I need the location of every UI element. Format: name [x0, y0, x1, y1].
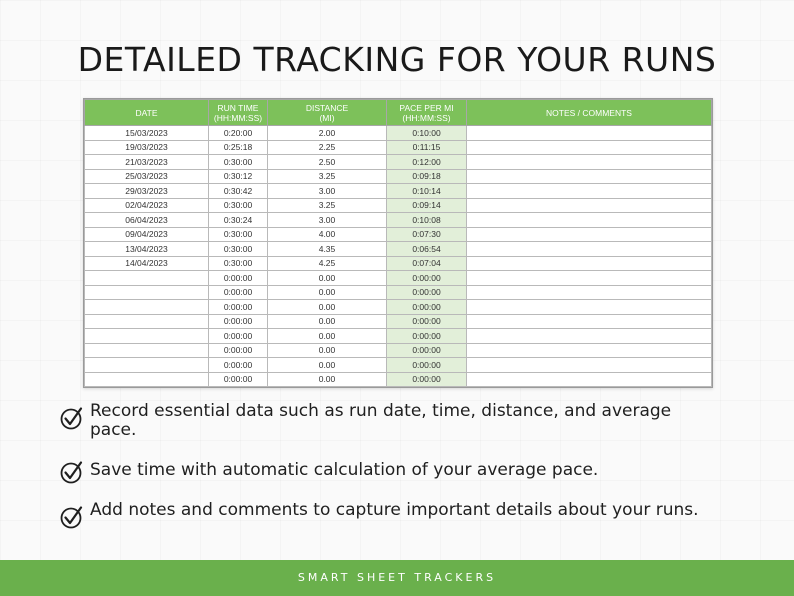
run-time-cell[interactable]: 0:00:00	[209, 300, 268, 315]
notes-cell[interactable]	[467, 155, 712, 170]
notes-cell[interactable]	[467, 372, 712, 387]
distance-cell[interactable]: 0.00	[268, 329, 387, 344]
run-time-cell[interactable]: 0:30:12	[209, 169, 268, 184]
pace-cell[interactable]: 0:00:00	[387, 329, 467, 344]
distance-cell[interactable]: 3.00	[268, 213, 387, 228]
pace-cell[interactable]: 0:00:00	[387, 343, 467, 358]
date-cell[interactable]: 02/04/2023	[85, 198, 209, 213]
feature-text: Add notes and comments to capture important details about your runs.	[90, 500, 699, 520]
pace-cell[interactable]: 0:06:54	[387, 242, 467, 257]
run-time-cell[interactable]: 0:00:00	[209, 314, 268, 329]
notes-cell[interactable]	[467, 227, 712, 242]
distance-cell[interactable]: 0.00	[268, 285, 387, 300]
table-row	[85, 358, 712, 373]
table-row	[85, 126, 712, 141]
pace-cell[interactable]: 0:10:08	[387, 213, 467, 228]
date-cell[interactable]	[85, 358, 209, 373]
notes-cell[interactable]	[467, 126, 712, 141]
table-row	[85, 343, 712, 358]
date-cell[interactable]: 25/03/2023	[85, 169, 209, 184]
pace-cell[interactable]: 0:07:04	[387, 256, 467, 271]
table-row	[85, 140, 712, 155]
distance-cell[interactable]: 0.00	[268, 343, 387, 358]
notes-cell[interactable]	[467, 271, 712, 286]
date-cell[interactable]: 09/04/2023	[85, 227, 209, 242]
table-row	[85, 184, 712, 199]
checkmark-icon	[60, 505, 84, 529]
distance-cell[interactable]: 2.50	[268, 155, 387, 170]
date-cell[interactable]: 29/03/2023	[85, 184, 209, 199]
notes-cell[interactable]	[467, 343, 712, 358]
table-row	[85, 198, 712, 213]
pace-cell[interactable]: 0:09:14	[387, 198, 467, 213]
notes-cell[interactable]	[467, 242, 712, 257]
distance-cell[interactable]: 0.00	[268, 314, 387, 329]
distance-cell[interactable]: 0.00	[268, 300, 387, 315]
date-cell[interactable]	[85, 271, 209, 286]
distance-cell[interactable]: 4.35	[268, 242, 387, 257]
date-cell[interactable]: 19/03/2023	[85, 140, 209, 155]
notes-cell[interactable]	[467, 256, 712, 271]
pace-cell[interactable]: 0:00:00	[387, 271, 467, 286]
column-header-distance: DISTANCE (MI)	[268, 100, 387, 126]
run-time-cell[interactable]: 0:30:42	[209, 184, 268, 199]
run-time-cell[interactable]: 0:30:00	[209, 155, 268, 170]
feature-text: Record essential data such as run date, time, distance, and average pace.	[90, 401, 672, 440]
notes-cell[interactable]	[467, 285, 712, 300]
table-row	[85, 372, 712, 387]
date-cell[interactable]	[85, 285, 209, 300]
distance-cell[interactable]: 0.00	[268, 358, 387, 373]
notes-cell[interactable]	[467, 140, 712, 155]
checkmark-icon	[60, 460, 84, 484]
notes-cell[interactable]	[467, 329, 712, 344]
run-time-cell[interactable]: 0:00:00	[209, 329, 268, 344]
run-time-cell[interactable]: 0:25:18	[209, 140, 268, 155]
pace-cell[interactable]: 0:09:18	[387, 169, 467, 184]
distance-cell[interactable]: 4.00	[268, 227, 387, 242]
notes-cell[interactable]	[467, 358, 712, 373]
notes-cell[interactable]	[467, 169, 712, 184]
page-headline: DETAILED TRACKING FOR YOUR RUNS	[77, 40, 717, 79]
spreadsheet-preview	[83, 98, 713, 388]
notes-cell[interactable]	[467, 314, 712, 329]
pace-cell[interactable]: 0:00:00	[387, 314, 467, 329]
date-cell[interactable]	[85, 372, 209, 387]
column-header-date: DATE	[85, 100, 209, 126]
distance-cell[interactable]: 2.25	[268, 140, 387, 155]
distance-cell[interactable]: 3.00	[268, 184, 387, 199]
pace-cell[interactable]: 0:00:00	[387, 372, 467, 387]
run-time-cell[interactable]: 0:30:00	[209, 242, 268, 257]
table-row	[85, 285, 712, 300]
run-time-cell[interactable]: 0:30:00	[209, 227, 268, 242]
distance-cell[interactable]: 2.00	[268, 126, 387, 141]
pace-cell[interactable]: 0:12:00	[387, 155, 467, 170]
table-row	[85, 271, 712, 286]
run-time-cell[interactable]: 0:20:00	[209, 126, 268, 141]
notes-cell[interactable]	[467, 184, 712, 199]
feature-text: Save time with automatic calculation of your average pace.	[90, 460, 599, 480]
table-row	[85, 314, 712, 329]
distance-cell[interactable]: 0.00	[268, 372, 387, 387]
checkmark-icon	[60, 406, 84, 430]
date-cell[interactable]	[85, 314, 209, 329]
date-cell[interactable]: 21/03/2023	[85, 155, 209, 170]
date-cell[interactable]: 06/04/2023	[85, 213, 209, 228]
column-header-notes: NOTES / COMMENTS	[467, 100, 712, 126]
date-cell[interactable]: 14/04/2023	[85, 256, 209, 271]
pace-cell[interactable]: 0:10:14	[387, 184, 467, 199]
run-time-cell[interactable]: 0:30:00	[209, 198, 268, 213]
pace-cell[interactable]: 0:00:00	[387, 300, 467, 315]
notes-cell[interactable]	[467, 213, 712, 228]
brand-footer: SMART SHEET TRACKERS	[0, 560, 794, 596]
pace-cell[interactable]: 0:11:15	[387, 140, 467, 155]
run-time-cell[interactable]: 0:30:24	[209, 213, 268, 228]
table-row	[85, 300, 712, 315]
table-row	[85, 227, 712, 242]
table-row	[85, 169, 712, 184]
date-cell[interactable]	[85, 343, 209, 358]
date-cell[interactable]	[85, 300, 209, 315]
pace-cell[interactable]: 0:00:00	[387, 285, 467, 300]
distance-cell[interactable]: 0.00	[268, 271, 387, 286]
run-time-cell[interactable]: 0:00:00	[209, 372, 268, 387]
table-body	[85, 126, 712, 387]
table-row	[85, 256, 712, 271]
pace-cell[interactable]: 0:10:00	[387, 126, 467, 141]
date-cell[interactable]	[85, 329, 209, 344]
run-time-cell[interactable]: 0:00:00	[209, 271, 268, 286]
distance-cell[interactable]: 4.25	[268, 256, 387, 271]
distance-cell[interactable]: 3.25	[268, 169, 387, 184]
column-header-run-time: RUN TIME (HH:MM:SS)	[209, 100, 268, 126]
run-time-cell[interactable]: 0:00:00	[209, 285, 268, 300]
pace-cell[interactable]: 0:00:00	[387, 358, 467, 373]
run-time-cell[interactable]: 0:00:00	[209, 358, 268, 373]
pace-cell[interactable]: 0:07:30	[387, 227, 467, 242]
notes-cell[interactable]	[467, 198, 712, 213]
table-row	[85, 242, 712, 257]
table-row	[85, 213, 712, 228]
run-time-cell[interactable]: 0:30:00	[209, 256, 268, 271]
table-header-row	[85, 100, 712, 126]
column-header-pace: PACE PER MI (HH:MM:SS)	[387, 100, 467, 126]
date-cell[interactable]: 13/04/2023	[85, 242, 209, 257]
notes-cell[interactable]	[467, 300, 712, 315]
distance-cell[interactable]: 3.25	[268, 198, 387, 213]
run-tracker-table	[84, 99, 712, 387]
date-cell[interactable]: 15/03/2023	[85, 126, 209, 141]
table-row	[85, 329, 712, 344]
run-time-cell[interactable]: 0:00:00	[209, 343, 268, 358]
table-row	[85, 155, 712, 170]
